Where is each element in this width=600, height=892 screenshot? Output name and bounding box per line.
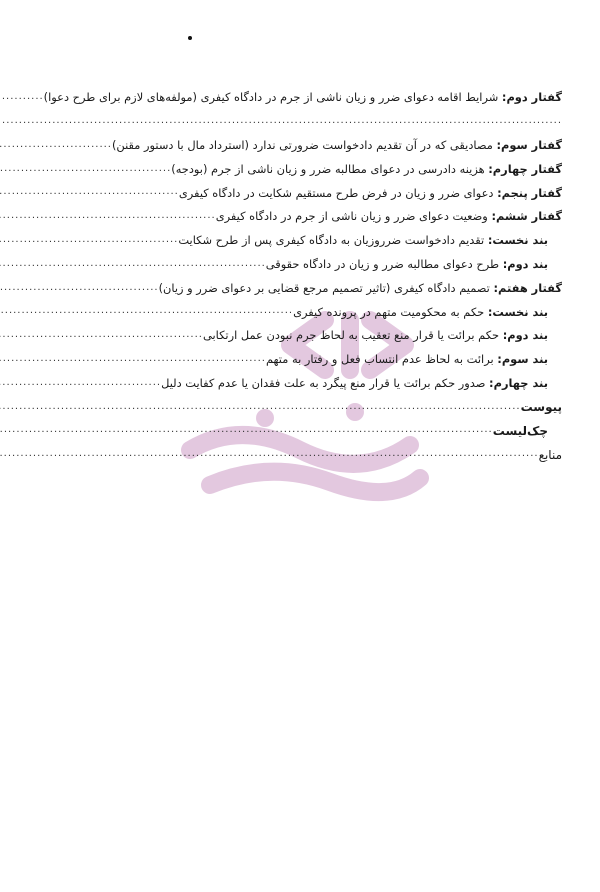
- toc-entry-title: بند چهارم: صدور حکم برائت یا قرار منع پیگرد به علت فقدان یا عدم کفایت دلیل: [161, 375, 548, 390]
- toc-entry-title: بند سوم: برائت به لحاظ عدم انتساب فعل و رفتار به متهم: [265, 352, 548, 367]
- toc-entry-title: پیوست: [520, 399, 562, 414]
- toc-leader-dots: [0, 400, 521, 416]
- toc-leader-dots: [0, 447, 539, 463]
- toc-entry-title: بند دوم: طرح دعوای مطالبه ضرر و زیان در دادگاه حقوقی: [265, 256, 548, 271]
- toc-leader-dots: [0, 281, 159, 297]
- toc-leader-dots: [0, 423, 493, 439]
- toc-leader-dots: [0, 209, 216, 225]
- toc-entry-title: گفتار ششم: وضعیت دعوای ضرر و زیان ناشی از جرم در دادگاه کیفری: [215, 209, 562, 224]
- toc-leader-dots: [0, 162, 171, 178]
- toc-entry[interactable]: [40, 130, 562, 154]
- toc-entry-appendix[interactable]: [40, 391, 562, 415]
- toc-entry[interactable]: [40, 368, 562, 392]
- toc-leader-dots: [0, 90, 44, 106]
- toc-entry-references[interactable]: [40, 439, 562, 463]
- toc-leader-dots: [0, 376, 161, 392]
- toc-entry-title: گفتار سوم: مصادیقی که در آن تقدیم دادخواست ضرورتی ندارد (استرداد مال با دستور مقنن): [111, 138, 562, 152]
- toc-leader-dots: [0, 233, 178, 249]
- toc-entry-checklist[interactable]: [40, 415, 562, 439]
- toc-entry[interactable]: [40, 225, 562, 249]
- toc-entry[interactable]: [40, 320, 562, 344]
- toc-entry-title: گفتار دوم: شرایط اقامه دعوای ضرر و زیان ناشی از جرم در دادگاه کیفری (مولفه‌های لازم برای طرح دعوا): [43, 90, 562, 105]
- toc-entry[interactable]: [40, 106, 562, 130]
- toc-entry[interactable]: [40, 249, 562, 273]
- toc-entry-title: گفتار پنجم: دعوای ضرر و زیان در فرض طرح مستقیم شکایت در دادگاه کیفری: [178, 185, 562, 200]
- toc-entry-title: گفتار هفتم: تصمیم دادگاه کیفری (تاثیر تصمیم مرجع قضایی بر دعوای ضرر و زیان): [158, 280, 562, 295]
- toc-leader-dots: [0, 114, 562, 130]
- toc-entry[interactable]: [40, 201, 562, 225]
- toc-leader-dots: [0, 138, 112, 154]
- toc-entry-title: چک‌لیست: [492, 423, 548, 438]
- toc-leader-dots: [0, 185, 179, 201]
- page-dot: [188, 36, 192, 40]
- toc-entry[interactable]: [40, 296, 562, 320]
- toc-leader-dots: [0, 352, 266, 368]
- toc-entry[interactable]: [40, 177, 562, 201]
- toc-entry[interactable]: [40, 82, 562, 106]
- toc-leader-dots: [0, 328, 203, 344]
- toc-leader-dots: [0, 304, 293, 320]
- toc-entry-title: بند نخست: تقدیم دادخواست ضرروزیان به دادگاه کیفری پس از طرح شکایت: [178, 233, 548, 248]
- toc-entry-title: منابع: [538, 447, 562, 462]
- toc-entry-title: بند نخست: حکم به محکومیت متهم در پرونده کیفری: [293, 304, 548, 319]
- toc-leader-dots: [0, 257, 266, 273]
- table-of-contents: [40, 82, 562, 463]
- toc-entry[interactable]: [40, 344, 562, 368]
- toc-entry-title: بند دوم: حکم برائت یا قرار منع تعقیب به لحاظ جرم نبودن عمل ارتکابی: [202, 328, 548, 343]
- toc-entry[interactable]: [40, 272, 562, 296]
- toc-entry-title: گفتار چهارم: هزینه دادرسی در دعوای مطالبه ضرر و زیان ناشی از جرم (بودجه): [171, 161, 562, 176]
- toc-entry[interactable]: [40, 153, 562, 177]
